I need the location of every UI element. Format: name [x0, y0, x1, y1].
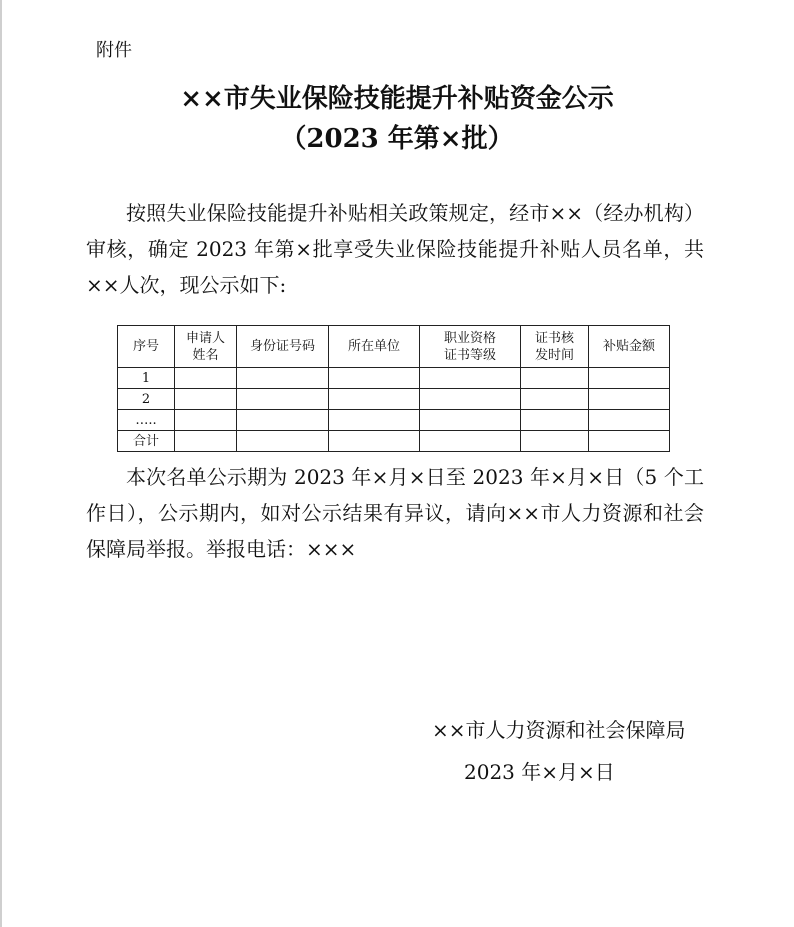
- header-subsidy-amount: 补贴金额: [589, 326, 670, 368]
- table-cell: [329, 389, 420, 410]
- table-cell: [175, 410, 237, 431]
- recipient-table: [117, 325, 670, 452]
- table-cell: [175, 431, 237, 452]
- header-employer: 所在单位: [329, 326, 420, 368]
- table-cell: [521, 431, 589, 452]
- issue-date: 2023 年×月×日: [464, 760, 615, 784]
- table-cell: [420, 431, 521, 452]
- table-header-row: [118, 326, 670, 368]
- table-cell: [329, 368, 420, 389]
- table-cell: [420, 389, 521, 410]
- table-row: [118, 389, 670, 410]
- header-serial: 序号: [118, 326, 175, 368]
- header-certificate-level: 职业资格 证书等级: [420, 326, 521, 368]
- table-cell: 合计: [118, 431, 175, 452]
- header-issue-date: 证书核 发时间: [521, 326, 589, 368]
- table-cell: [175, 389, 237, 410]
- table-cell: [589, 410, 670, 431]
- table-cell: [589, 431, 670, 452]
- issuing-organization: ××市人力资源和社会保障局: [432, 718, 686, 742]
- table-cell: [237, 368, 329, 389]
- document-title: ××市失业保险技能提升补贴资金公示: [180, 84, 614, 114]
- header-id-number: 身份证号码: [237, 326, 329, 368]
- table-cell: [521, 389, 589, 410]
- table-cell: [237, 389, 329, 410]
- table-cell: [237, 410, 329, 431]
- table-cell: [420, 410, 521, 431]
- table-cell: [175, 368, 237, 389]
- table-cell: [589, 389, 670, 410]
- table-cell: …..: [118, 410, 175, 431]
- table-row: [118, 368, 670, 389]
- table-cell: [329, 410, 420, 431]
- table-cell: [589, 368, 670, 389]
- table-cell: [329, 431, 420, 452]
- table-cell: [237, 431, 329, 452]
- notice-paragraph: 本次名单公示期为 2023 年×月×日至 2023 年×月×日（5 个工作日），公示期内，如对公示结果有异议，请向××市人力资源和社会保障局举报。举报电话：×××: [86, 465, 704, 561]
- document-subtitle: （2023 年第×批）: [280, 124, 514, 154]
- table-cell: [521, 410, 589, 431]
- table-total-row: [118, 431, 670, 452]
- table-cell: [521, 368, 589, 389]
- table-cell: 2: [118, 389, 175, 410]
- attachment-label: 附件: [96, 40, 132, 61]
- table-cell: [420, 368, 521, 389]
- header-applicant-name: 申请人 姓名: [175, 326, 237, 368]
- intro-paragraph: 按照失业保险技能提升补贴相关政策规定，经市××（经办机构）审核，确定 2023 年第×批享受失业保险技能提升补贴人员名单，共××人次，现公示如下:: [86, 201, 704, 297]
- table-cell: 1: [118, 368, 175, 389]
- table-row: [118, 410, 670, 431]
